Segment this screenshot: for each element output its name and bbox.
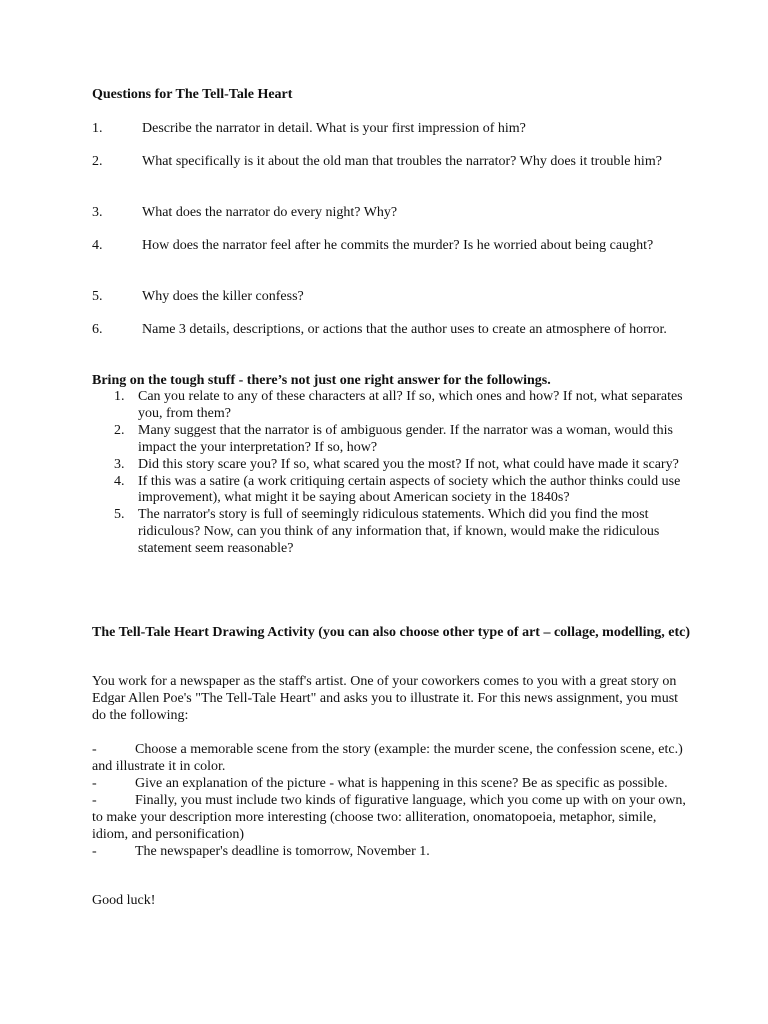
list-item [92, 775, 692, 792]
tough-questions-list [92, 389, 692, 558]
list-item-text: Can you relate to any of these characters at all? If so, which ones and how? If not, what separates you, from them? [138, 389, 683, 421]
list-item-number: 2. [114, 422, 125, 438]
question-text: What does the narrator do every night? Why? [142, 205, 398, 220]
list-item-text: The newspaper's deadline is tomorrow, November 1. [135, 844, 430, 859]
question-number: 1. [92, 121, 103, 136]
question-3 [92, 204, 692, 221]
bullet-dash: - [92, 742, 97, 757]
question-text: Describe the narrator in detail. What is your first impression of him? [142, 121, 526, 136]
activity-heading: The Tell-Tale Heart Drawing Activity (you can also choose other type of art – collage, modelling, etc) [92, 625, 691, 640]
list-item-text: Give an explanation of the picture - what is happening in this scene? Be as specific as possible. [135, 776, 668, 791]
closing-text: Good luck! [92, 893, 156, 908]
question-text: Why does the killer confess? [142, 289, 304, 304]
list-item [92, 474, 692, 508]
question-number: 4. [92, 238, 103, 253]
list-item-text: Did this story scare you? If so, what scared you the most? If not, what could have made it scary? [138, 456, 679, 472]
question-6 [92, 321, 692, 338]
bullet-dash: - [92, 793, 97, 808]
question-text: What specifically is it about the old man that troubles the narrator? Why does it trouble him? [142, 154, 662, 169]
bullet-dash: - [92, 844, 97, 859]
list-item [92, 423, 692, 457]
list-item-text: The narrator's story is full of seemingly ridiculous statements. Which did you find the most ridiculous? Now, can you think of any information that, if known, would make the ridiculous statement seem reasonable? [138, 507, 660, 557]
question-number: 6. [92, 322, 103, 337]
list-item-text: If this was a satire (a work critiquing certain aspects of society which the author thinks could use improvement), what might it be saying about American society in the 1840s? [138, 473, 681, 506]
list-item [92, 792, 692, 843]
tough-questions-heading: Bring on the tough stuff - there’s not just one right answer for the followings. [92, 373, 551, 388]
question-number: 5. [92, 289, 103, 304]
question-text: Name 3 details, descriptions, or actions that the author uses to create an atmosphere of horror. [142, 322, 667, 337]
bullet-dash: - [92, 776, 97, 791]
question-1 [92, 120, 692, 137]
question-2 [92, 153, 692, 170]
list-item-number: 5. [114, 507, 125, 523]
list-item [92, 843, 692, 860]
list-item-number: 3. [114, 456, 125, 472]
question-text: How does the narrator feel after he commits the murder? Is he worried about being caught? [142, 238, 654, 253]
activity-requirements-list [92, 741, 692, 860]
question-5 [92, 288, 692, 305]
list-item-number: 1. [114, 389, 125, 404]
list-item [92, 507, 692, 558]
question-number: 2. [92, 154, 103, 169]
list-item-text: Finally, you must include two kinds of figurative language, which you come up with on your own, to make your description more interesting (choose two: alliteration, onomatopoeia, metaphor, simile, idiom, and personification) [92, 793, 686, 842]
list-item [92, 389, 692, 423]
list-item-number: 4. [114, 473, 125, 489]
list-item-text: Many suggest that the narrator is of ambiguous gender. If the narrator was a woman, would this impact the your interpretation? If so, how? [138, 422, 673, 455]
list-item [92, 741, 692, 775]
question-number: 3. [92, 205, 103, 220]
activity-intro: You work for a newspaper as the staff's artist. One of your coworkers comes to you with a great story on Edgar Allen Poe's "The Tell-Tale Heart" and asks you to illustrate it. For this news assignment, you must do the following: [92, 674, 679, 723]
list-item [92, 457, 692, 474]
list-item-text: Choose a memorable scene from the story (example: the murder scene, the confession scene, etc.) and illustrate it in color. [92, 742, 683, 774]
question-4 [92, 237, 692, 254]
page-title: Questions for The Tell-Tale Heart [92, 87, 293, 102]
